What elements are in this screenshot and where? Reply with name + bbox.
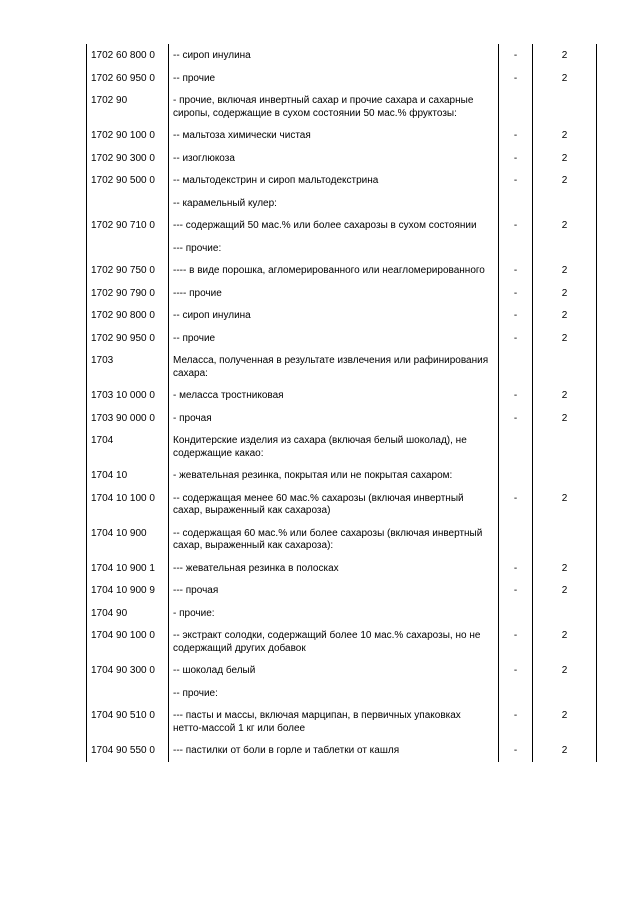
table-row <box>87 704 597 739</box>
tariff-table-body <box>87 44 597 762</box>
duty-rate-cell <box>533 682 597 705</box>
unit-cell: - <box>499 579 533 602</box>
table-row <box>87 739 597 762</box>
code-cell: 1704 10 900 1 <box>87 557 169 580</box>
table-row <box>87 384 597 407</box>
duty-rate-cell: 2 <box>533 282 597 305</box>
duty-rate-cell: 2 <box>533 579 597 602</box>
duty-rate-cell: 2 <box>533 487 597 522</box>
duty-rate-cell: 2 <box>533 327 597 350</box>
table-row <box>87 659 597 682</box>
unit-cell: - <box>499 384 533 407</box>
code-cell <box>87 237 169 260</box>
unit-cell <box>499 349 533 384</box>
description-cell: -- содержащая менее 60 мас.% сахарозы (включая инвертный сахар, выраженный как сахароза) <box>169 487 499 522</box>
unit-cell: - <box>499 304 533 327</box>
table-row <box>87 304 597 327</box>
table-row <box>87 169 597 192</box>
table-row <box>87 602 597 625</box>
table-row <box>87 522 597 557</box>
unit-cell: - <box>499 487 533 522</box>
table-row <box>87 407 597 430</box>
table-row <box>87 624 597 659</box>
unit-cell: - <box>499 44 533 67</box>
code-cell: 1704 10 900 <box>87 522 169 557</box>
code-cell: 1704 90 100 0 <box>87 624 169 659</box>
description-cell: Меласса, полученная в результате извлечения или рафинирования сахара: <box>169 349 499 384</box>
duty-rate-cell <box>533 429 597 464</box>
description-cell: - прочие: <box>169 602 499 625</box>
table-row <box>87 237 597 260</box>
table-row <box>87 579 597 602</box>
code-cell: 1703 <box>87 349 169 384</box>
code-cell <box>87 682 169 705</box>
description-cell: --- прочие: <box>169 237 499 260</box>
unit-cell: - <box>499 169 533 192</box>
duty-rate-cell <box>533 89 597 124</box>
unit-cell <box>499 89 533 124</box>
table-row <box>87 147 597 170</box>
description-cell: --- прочая <box>169 579 499 602</box>
code-cell: 1704 10 100 0 <box>87 487 169 522</box>
table-row <box>87 259 597 282</box>
duty-rate-cell: 2 <box>533 739 597 762</box>
unit-cell: - <box>499 407 533 430</box>
duty-rate-cell: 2 <box>533 407 597 430</box>
unit-cell <box>499 237 533 260</box>
description-cell: ---- в виде порошка, агломерированного или неагломерированного <box>169 259 499 282</box>
duty-rate-cell: 2 <box>533 259 597 282</box>
code-cell: 1704 90 300 0 <box>87 659 169 682</box>
code-cell: 1702 90 800 0 <box>87 304 169 327</box>
description-cell: --- содержащий 50 мас.% или более сахарозы в сухом состоянии <box>169 214 499 237</box>
duty-rate-cell <box>533 464 597 487</box>
code-cell: 1702 90 100 0 <box>87 124 169 147</box>
description-cell: -- содержащая 60 мас.% или более сахарозы (включая инвертный сахар, выраженный как сахароза): <box>169 522 499 557</box>
code-cell: 1702 90 790 0 <box>87 282 169 305</box>
duty-rate-cell: 2 <box>533 384 597 407</box>
unit-cell: - <box>499 282 533 305</box>
table-row <box>87 349 597 384</box>
duty-rate-cell <box>533 522 597 557</box>
duty-rate-cell <box>533 349 597 384</box>
table-row <box>87 124 597 147</box>
duty-rate-cell <box>533 192 597 215</box>
code-cell: 1704 10 <box>87 464 169 487</box>
code-cell: 1702 60 800 0 <box>87 44 169 67</box>
unit-cell: - <box>499 739 533 762</box>
code-cell <box>87 192 169 215</box>
code-cell: 1702 90 750 0 <box>87 259 169 282</box>
duty-rate-cell: 2 <box>533 214 597 237</box>
tariff-table <box>86 44 597 762</box>
duty-rate-cell: 2 <box>533 147 597 170</box>
duty-rate-cell: 2 <box>533 124 597 147</box>
description-cell: -- карамельный кулер: <box>169 192 499 215</box>
description-cell: -- экстракт солодки, содержащий более 10 мас.% сахарозы, но не содержащий других добавок <box>169 624 499 659</box>
description-cell: -- прочие <box>169 67 499 90</box>
table-row <box>87 214 597 237</box>
description-cell: - прочая <box>169 407 499 430</box>
duty-rate-cell: 2 <box>533 659 597 682</box>
unit-cell: - <box>499 147 533 170</box>
table-row <box>87 682 597 705</box>
code-cell: 1704 90 <box>87 602 169 625</box>
code-cell: 1702 60 950 0 <box>87 67 169 90</box>
duty-rate-cell: 2 <box>533 304 597 327</box>
unit-cell: - <box>499 557 533 580</box>
table-row <box>87 429 597 464</box>
unit-cell <box>499 429 533 464</box>
duty-rate-cell <box>533 602 597 625</box>
description-cell: - меласса тростниковая <box>169 384 499 407</box>
unit-cell <box>499 602 533 625</box>
duty-rate-cell: 2 <box>533 557 597 580</box>
unit-cell <box>499 464 533 487</box>
table-row <box>87 89 597 124</box>
duty-rate-cell: 2 <box>533 624 597 659</box>
unit-cell: - <box>499 327 533 350</box>
table-row <box>87 192 597 215</box>
duty-rate-cell: 2 <box>533 169 597 192</box>
table-row <box>87 557 597 580</box>
description-cell: ---- прочие <box>169 282 499 305</box>
table-row <box>87 487 597 522</box>
description-cell: -- изоглюкоза <box>169 147 499 170</box>
code-cell: 1704 10 900 9 <box>87 579 169 602</box>
unit-cell: - <box>499 624 533 659</box>
duty-rate-cell <box>533 237 597 260</box>
description-cell: -- сироп инулина <box>169 304 499 327</box>
description-cell: -- шоколад белый <box>169 659 499 682</box>
unit-cell <box>499 682 533 705</box>
table-row <box>87 464 597 487</box>
description-cell: -- прочие: <box>169 682 499 705</box>
duty-rate-cell: 2 <box>533 67 597 90</box>
code-cell: 1704 90 550 0 <box>87 739 169 762</box>
description-cell: -- мальтодекстрин и сироп мальтодекстрина <box>169 169 499 192</box>
table-row <box>87 44 597 67</box>
code-cell: 1702 90 300 0 <box>87 147 169 170</box>
duty-rate-cell: 2 <box>533 44 597 67</box>
code-cell: 1702 90 <box>87 89 169 124</box>
description-cell: -- мальтоза химически чистая <box>169 124 499 147</box>
description-cell: -- прочие <box>169 327 499 350</box>
description-cell: - прочие, включая инвертный сахар и прочие сахара и сахарные сиропы, содержащие в сухом состоянии 50 мас.% фруктозы: <box>169 89 499 124</box>
code-cell: 1703 10 000 0 <box>87 384 169 407</box>
duty-rate-cell: 2 <box>533 704 597 739</box>
code-cell: 1702 90 950 0 <box>87 327 169 350</box>
code-cell: 1704 <box>87 429 169 464</box>
unit-cell <box>499 192 533 215</box>
description-cell: - жевательная резинка, покрытая или не покрытая сахаром: <box>169 464 499 487</box>
unit-cell <box>499 522 533 557</box>
description-cell: Кондитерские изделия из сахара (включая белый шоколад), не содержащие какао: <box>169 429 499 464</box>
description-cell: -- сироп инулина <box>169 44 499 67</box>
description-cell: --- пасты и массы, включая марципан, в первичных упаковках нетто-массой 1 кг или более <box>169 704 499 739</box>
code-cell: 1702 90 710 0 <box>87 214 169 237</box>
unit-cell: - <box>499 704 533 739</box>
code-cell: 1702 90 500 0 <box>87 169 169 192</box>
unit-cell: - <box>499 214 533 237</box>
unit-cell: - <box>499 659 533 682</box>
description-cell: --- пастилки от боли в горле и таблетки от кашля <box>169 739 499 762</box>
table-row <box>87 282 597 305</box>
table-row <box>87 327 597 350</box>
code-cell: 1703 90 000 0 <box>87 407 169 430</box>
description-cell: --- жевательная резинка в полосках <box>169 557 499 580</box>
unit-cell: - <box>499 259 533 282</box>
code-cell: 1704 90 510 0 <box>87 704 169 739</box>
unit-cell: - <box>499 67 533 90</box>
unit-cell: - <box>499 124 533 147</box>
table-row <box>87 67 597 90</box>
